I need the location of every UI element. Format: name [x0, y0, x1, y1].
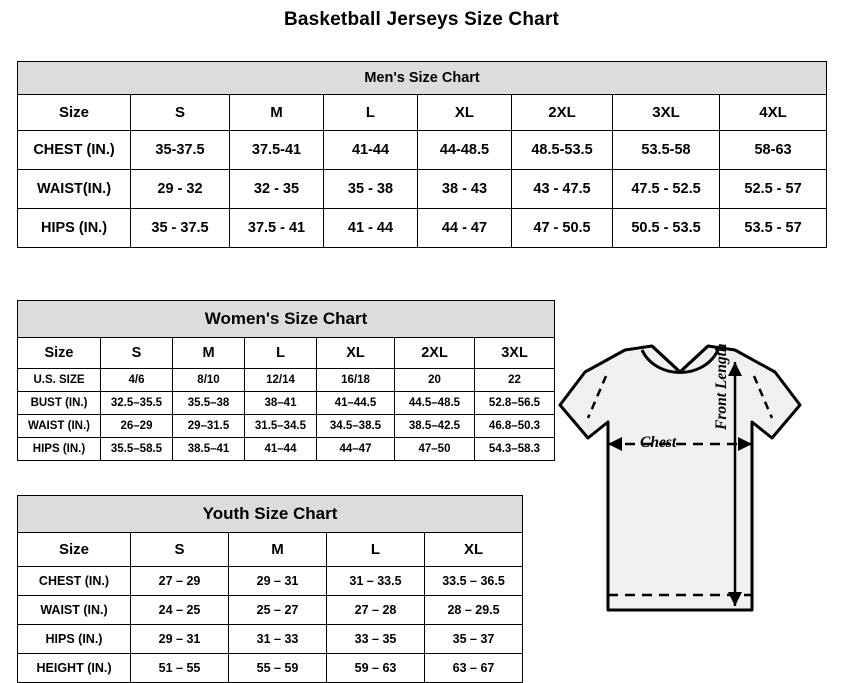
table-cell: 44.5–48.5 — [395, 392, 475, 415]
column-header: 3XL — [475, 338, 555, 369]
table-cell: 41-44 — [324, 131, 418, 170]
row-label: BUST (IN.) — [18, 392, 101, 415]
column-header: M — [173, 338, 245, 369]
column-header: XL — [418, 95, 512, 131]
table-cell: 35 - 38 — [324, 170, 418, 209]
row-label: WAIST (IN.) — [18, 596, 131, 625]
table-cell: 44-48.5 — [418, 131, 512, 170]
column-header: 2XL — [395, 338, 475, 369]
table-cell: 31.5–34.5 — [245, 415, 317, 438]
table-cell: 27 – 28 — [327, 596, 425, 625]
row-label: HIPS (IN.) — [18, 209, 131, 248]
table-cell: 54.3–58.3 — [475, 438, 555, 461]
table-cell: 20 — [395, 369, 475, 392]
table-cell: 53.5 - 57 — [720, 209, 827, 248]
table-row — [18, 131, 827, 170]
table-cell: 51 – 55 — [131, 654, 229, 683]
table-cell: 63 – 67 — [425, 654, 523, 683]
table-cell: 41 - 44 — [324, 209, 418, 248]
row-label: HEIGHT (IN.) — [18, 654, 131, 683]
table-cell: 34.5–38.5 — [317, 415, 395, 438]
table-cell: 43 - 47.5 — [512, 170, 613, 209]
column-header: S — [101, 338, 173, 369]
table-cell: 8/10 — [173, 369, 245, 392]
table-cell: 47 - 50.5 — [512, 209, 613, 248]
table-row — [18, 654, 523, 683]
table-row — [18, 415, 555, 438]
table-cell: 35 - 37.5 — [131, 209, 230, 248]
row-label: WAIST(IN.) — [18, 170, 131, 209]
table-caption-row — [18, 496, 523, 533]
youth-caption: Youth Size Chart — [18, 496, 523, 533]
table-header-row — [18, 95, 827, 131]
row-label: CHEST (IN.) — [18, 131, 131, 170]
table-cell: 38.5–42.5 — [395, 415, 475, 438]
column-header: XL — [425, 533, 523, 567]
table-row — [18, 369, 555, 392]
column-header: Size — [18, 338, 101, 369]
row-label: CHEST (IN.) — [18, 567, 131, 596]
table-cell: 26–29 — [101, 415, 173, 438]
table-cell: 48.5-53.5 — [512, 131, 613, 170]
table-cell: 46.8–50.3 — [475, 415, 555, 438]
womens-caption: Women's Size Chart — [18, 301, 555, 338]
table-cell: 32.5–35.5 — [101, 392, 173, 415]
table-cell: 47–50 — [395, 438, 475, 461]
table-cell: 47.5 - 52.5 — [613, 170, 720, 209]
chest-measurement-label: Chest — [640, 434, 677, 451]
table-caption-row — [18, 62, 827, 95]
table-cell: 27 – 29 — [131, 567, 229, 596]
table-cell: 41–44 — [245, 438, 317, 461]
table-cell: 52.8–56.5 — [475, 392, 555, 415]
table-row — [18, 567, 523, 596]
front-length-measurement-label: Front Length — [713, 343, 730, 430]
table-cell: 55 – 59 — [229, 654, 327, 683]
mens-size-chart-table — [17, 61, 827, 248]
table-cell: 24 – 25 — [131, 596, 229, 625]
table-cell: 32 - 35 — [230, 170, 324, 209]
row-label: HIPS (IN.) — [18, 438, 101, 461]
column-header: Size — [18, 95, 131, 131]
table-cell: 22 — [475, 369, 555, 392]
table-cell: 38–41 — [245, 392, 317, 415]
table-cell: 25 – 27 — [229, 596, 327, 625]
column-header: L — [324, 95, 418, 131]
table-cell: 37.5 - 41 — [230, 209, 324, 248]
table-cell: 33.5 – 36.5 — [425, 567, 523, 596]
table-cell: 12/14 — [245, 369, 317, 392]
table-header-row — [18, 533, 523, 567]
column-header: 4XL — [720, 95, 827, 131]
column-header: M — [230, 95, 324, 131]
column-header: XL — [317, 338, 395, 369]
table-cell: 16/18 — [317, 369, 395, 392]
table-cell: 35.5–58.5 — [101, 438, 173, 461]
table-cell: 50.5 - 53.5 — [613, 209, 720, 248]
table-cell: 29 – 31 — [131, 625, 229, 654]
table-cell: 31 – 33 — [229, 625, 327, 654]
table-caption-row — [18, 301, 555, 338]
table-cell: 41–44.5 — [317, 392, 395, 415]
table-cell: 38 - 43 — [418, 170, 512, 209]
table-cell: 59 – 63 — [327, 654, 425, 683]
mens-caption: Men's Size Chart — [18, 62, 827, 95]
row-label: WAIST (IN.) — [18, 415, 101, 438]
table-cell: 28 – 29.5 — [425, 596, 523, 625]
row-label: HIPS (IN.) — [18, 625, 131, 654]
table-row — [18, 596, 523, 625]
table-cell: 31 – 33.5 — [327, 567, 425, 596]
column-header: S — [131, 533, 229, 567]
table-cell: 35-37.5 — [131, 131, 230, 170]
jersey-shirt-icon — [530, 310, 830, 660]
table-cell: 35 – 37 — [425, 625, 523, 654]
table-row — [18, 438, 555, 461]
table-cell: 29 – 31 — [229, 567, 327, 596]
column-header: M — [229, 533, 327, 567]
column-header: L — [327, 533, 425, 567]
table-row — [18, 392, 555, 415]
table-row — [18, 209, 827, 248]
table-row — [18, 625, 523, 654]
womens-size-chart-table — [17, 300, 555, 461]
row-label: U.S. SIZE — [18, 369, 101, 392]
table-cell: 44 - 47 — [418, 209, 512, 248]
table-row — [18, 170, 827, 209]
table-cell: 29–31.5 — [173, 415, 245, 438]
table-cell: 35.5–38 — [173, 392, 245, 415]
page-title: Basketball Jerseys Size Chart — [283, 9, 560, 30]
table-cell: 37.5-41 — [230, 131, 324, 170]
column-header: Size — [18, 533, 131, 567]
table-cell: 38.5–41 — [173, 438, 245, 461]
table-cell: 29 - 32 — [131, 170, 230, 209]
table-header-row — [18, 338, 555, 369]
column-header: 2XL — [512, 95, 613, 131]
table-cell: 52.5 - 57 — [720, 170, 827, 209]
column-header: 3XL — [613, 95, 720, 131]
table-cell: 58-63 — [720, 131, 827, 170]
column-header: S — [131, 95, 230, 131]
youth-size-chart-table — [17, 495, 523, 683]
table-cell: 44–47 — [317, 438, 395, 461]
table-cell: 4/6 — [101, 369, 173, 392]
table-cell: 53.5-58 — [613, 131, 720, 170]
jersey-measurement-diagram — [530, 310, 830, 660]
column-header: L — [245, 338, 317, 369]
table-cell: 33 – 35 — [327, 625, 425, 654]
